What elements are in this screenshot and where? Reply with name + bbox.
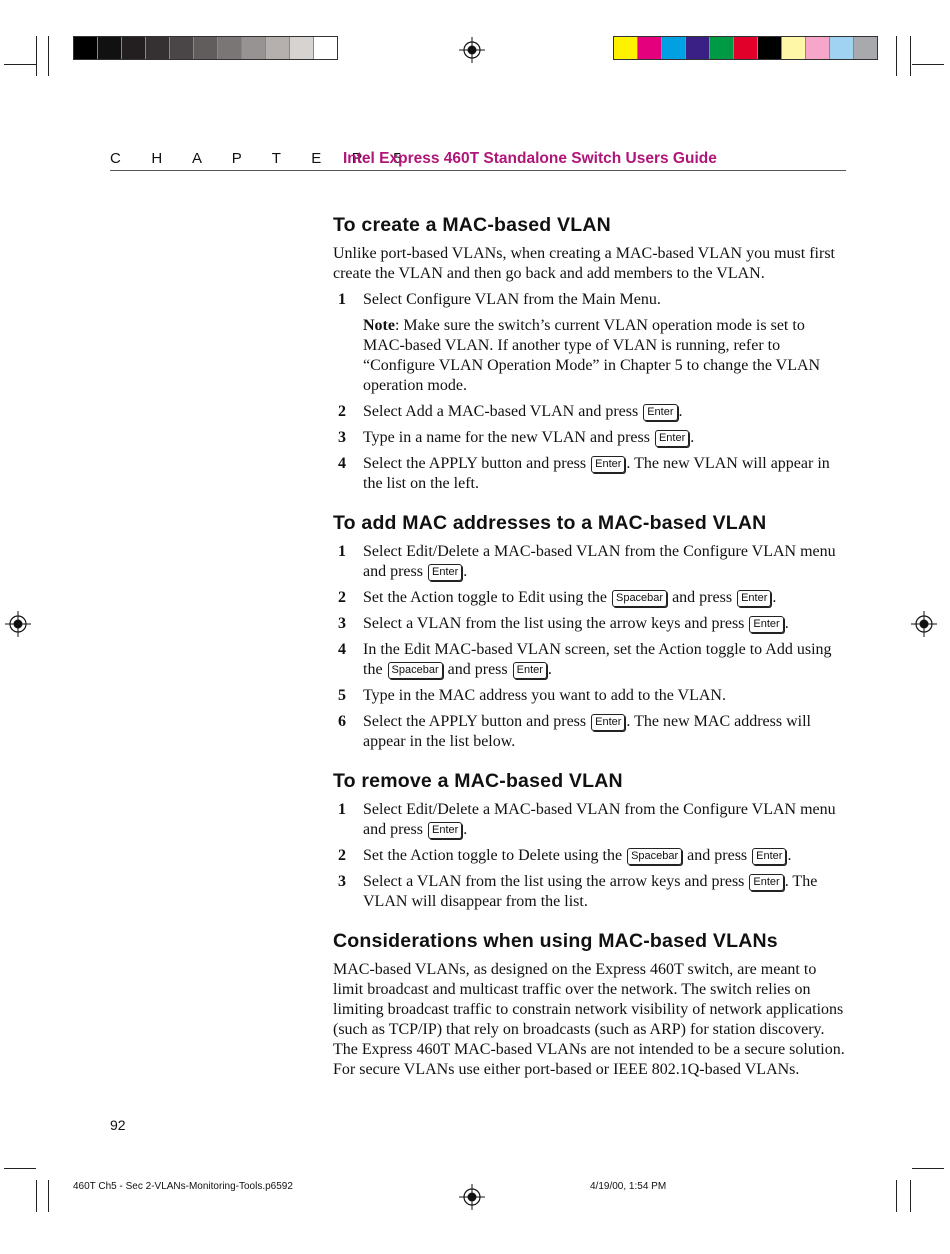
header-rule [110,170,846,171]
list-item: 1 Select Edit/Delete a MAC-based VLAN from the Configure VLAN menu and press Enter . [338,801,836,838]
create-steps [333,290,848,310]
color-swatch [146,37,170,59]
list-item: 3 Select a VLAN from the list using the arrow keys and press Enter . The VLAN will disappear from the list. [338,873,818,910]
spacebar-key-icon: Spacebar [388,662,443,679]
footer-filename: 460T Ch5 - Sec 2-VLANs-Monitoring-Tools.p6592 [73,1181,293,1192]
color-swatch [806,37,830,59]
color-swatch [290,37,314,59]
color-calibration-bar [613,36,878,60]
color-swatch [710,37,734,59]
color-swatch [758,37,782,59]
enter-key-icon: Enter [655,430,689,447]
enter-key-icon: Enter [749,616,783,633]
registration-target-icon [459,37,485,63]
enter-key-icon: Enter [591,456,625,473]
color-swatch [830,37,854,59]
enter-key-icon: Enter [752,848,786,865]
considerations-body: MAC-based VLANs, as designed on the Express 460T switch, are meant to limit broadcast and multicast traffic over the network. The switch relies on limiting broadcast traffic to constrain network visibility of network applications (such as TCP/IP) that rely on broadcasts (such as ARP) for station discovery. The Express 460T MAC-based VLANs are not intended to be a secure solution. For secure VLANs use either port-based or IEEE 802.1Q-based VLANs. [333,961,845,1078]
remove-steps [333,800,848,912]
list-item: 3 Type in a name for the new VLAN and press Enter . [338,429,695,446]
gray-calibration-bar [73,36,338,60]
color-swatch [686,37,710,59]
list-item: 1 Select Configure VLAN from the Main Menu. [338,291,661,308]
list-item: 2 Set the Action toggle to Edit using the Spacebar and press Enter . [338,589,777,606]
create-intro: Unlike port-based VLANs, when creating a MAC-based VLAN you must first create the VLAN and then go back and add members to the VLAN. [333,245,835,282]
enter-key-icon: Enter [591,714,625,731]
color-swatch [74,37,98,59]
list-item: 5 Type in the MAC address you want to add to the VLAN. [338,687,726,704]
spacebar-key-icon: Spacebar [612,590,667,607]
color-swatch [242,37,266,59]
section-heading-create: To create a MAC-based VLAN [333,214,611,236]
color-swatch [266,37,290,59]
registration-target-icon [5,611,31,637]
enter-key-icon: Enter [428,564,462,581]
list-item: 1 Select Edit/Delete a MAC-based VLAN from the Configure VLAN menu and press Enter . [338,543,836,580]
list-item: 2 Select Add a MAC-based VLAN and press Enter . [338,403,683,420]
registration-target-icon [459,1184,485,1210]
color-swatch [98,37,122,59]
note: Note: Make sure the switch’s current VLAN operation mode is set to MAC-based VLAN. If another type of VLAN is running, refer to “Configure VLAN Operation Mode” in Chapter 5 to change the VLAN operation mode. [363,317,821,394]
color-swatch [194,37,218,59]
section-heading-considerations: Considerations when using MAC-based VLANs [333,930,778,952]
color-swatch [122,37,146,59]
enter-key-icon: Enter [643,404,677,421]
color-swatch [170,37,194,59]
color-swatch [614,37,638,59]
color-swatch [854,37,877,59]
color-swatch [314,37,337,59]
color-swatch [218,37,242,59]
list-item: 2 Set the Action toggle to Delete using the Spacebar and press Enter . [338,847,792,864]
enter-key-icon: Enter [513,662,547,679]
list-item: 6 Select the APPLY button and press Enter . The new MAC address will appear in the list below. [338,713,811,750]
section-heading-remove: To remove a MAC-based VLAN [333,770,623,792]
color-swatch [734,37,758,59]
registration-target-icon [911,611,937,637]
note-label: Note [363,317,395,334]
color-swatch [638,37,662,59]
footer-date: 4/19/00, 1:54 PM [590,1181,667,1192]
enter-key-icon: Enter [737,590,771,607]
spacebar-key-icon: Spacebar [627,848,682,865]
page-number: 92 [110,1117,126,1133]
list-item: 4 In the Edit MAC-based VLAN screen, set the Action toggle to Add using the Spacebar and press Enter . [338,641,832,678]
enter-key-icon: Enter [428,822,462,839]
add-steps [333,542,848,752]
guide-title: Intel Express 460T Standalone Switch Users Guide [343,150,717,167]
list-item: 3 Select a VLAN from the list using the arrow keys and press Enter . [338,615,789,632]
color-swatch [782,37,806,59]
main-content [333,212,848,1080]
chapter-label: C H A P T E R 5 [110,150,415,167]
color-swatch [662,37,686,59]
section-heading-add: To add MAC addresses to a MAC-based VLAN [333,512,767,534]
enter-key-icon: Enter [749,874,783,891]
list-item: 4 Select the APPLY button and press Enter . The new VLAN will appear in the list on the left. [338,455,830,492]
